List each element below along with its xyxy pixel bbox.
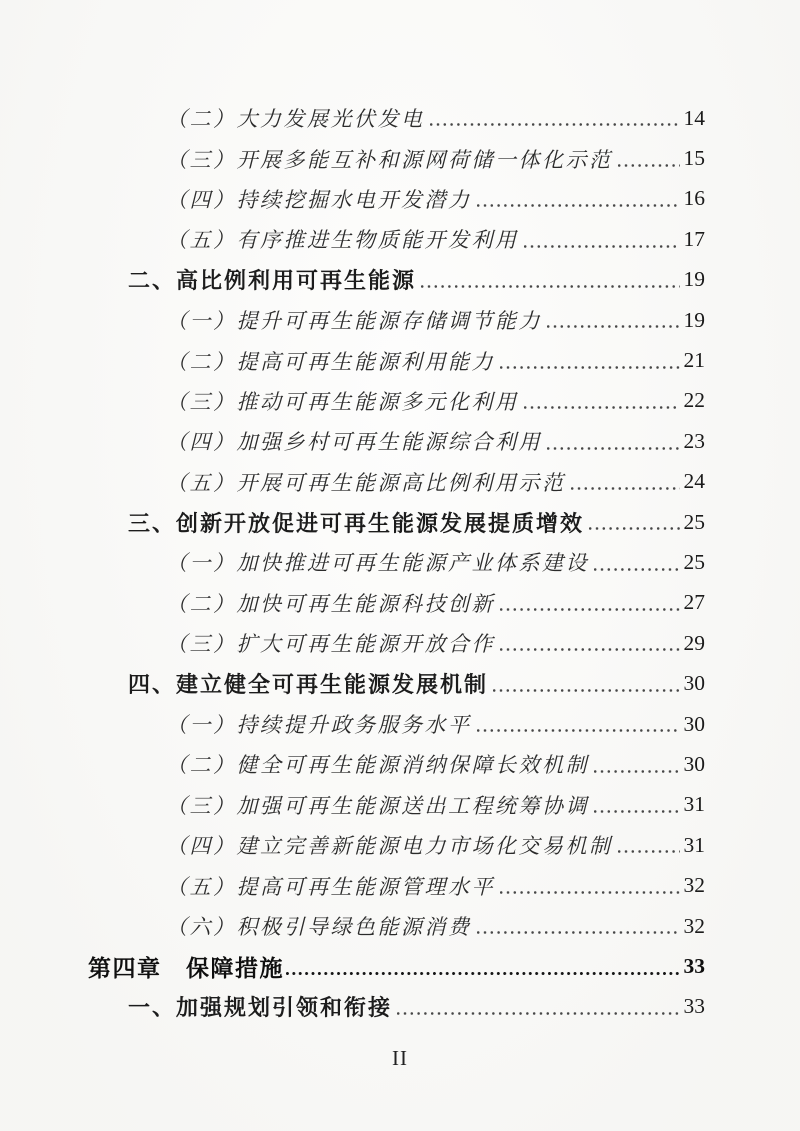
dot-leader: [594, 568, 680, 571]
toc-entry: [0, 502, 800, 542]
toc-entry-label: 四、建立健全可再生能源发展机制: [128, 672, 489, 698]
toc-entry-page-number: 31: [683, 792, 705, 817]
toc-entry-page-number: 19: [683, 307, 705, 332]
toc-entry: [0, 542, 800, 582]
toc-entry-label: （一）加快推进可再生能源产业体系建设: [166, 551, 589, 576]
toc-entry-page-number: 25: [683, 509, 705, 534]
toc-entry: [0, 583, 800, 623]
toc-entry-page-number: 31: [683, 832, 705, 857]
toc-entry: [0, 785, 800, 825]
toc-entry-label: （六）积极引导绿色能源消费: [166, 915, 472, 939]
dot-leader: [589, 527, 679, 530]
table-of-contents: [0, 98, 800, 1027]
toc-entry: [0, 340, 800, 380]
toc-entry-label: （五）开展可再生能源高比例利用示范: [166, 470, 566, 495]
toc-entry-label: （二）大力发展光伏发电: [166, 107, 425, 132]
toc-entry-page-number: 14: [683, 105, 705, 130]
toc-entry: [0, 906, 800, 946]
toc-entry: [0, 219, 800, 259]
toc-entry: [0, 421, 800, 461]
toc-entry-page-number: 16: [683, 186, 705, 211]
toc-entry-label: 一、加强规划引领和衔接: [128, 995, 393, 1021]
toc-entry: [0, 987, 800, 1027]
toc-entry-label: （一）持续提升政务服务水平: [166, 713, 472, 738]
page-footer: [0, 1046, 800, 1071]
toc-entry: [0, 704, 800, 744]
toc-entry: [0, 462, 800, 502]
toc-entry: [0, 260, 800, 300]
toc-entry-label: （三）推动可再生能源多元化利用: [166, 389, 519, 414]
toc-entry-page-number: 17: [683, 226, 705, 251]
dot-leader: [618, 164, 680, 167]
toc-entry: [0, 623, 800, 663]
toc-entry-label: （五）提高可再生能源管理水平: [166, 874, 495, 899]
toc-entry-label: 第四章 保障措施: [88, 954, 284, 981]
dot-leader: [524, 245, 680, 248]
toc-entry-label: （一）提升可再生能源存储调节能力: [166, 309, 542, 334]
toc-entry-label: （四）持续挖掘水电开发潜力: [166, 187, 472, 212]
toc-entry-label: 三、创新开放促进可再生能源发展提质增效: [128, 510, 585, 536]
toc-entry: [0, 865, 800, 905]
toc-entry: [0, 138, 800, 178]
toc-entry-label: （五）有序推进生物质能开发利用: [166, 228, 519, 253]
toc-entry-page-number: 29: [683, 630, 705, 655]
toc-entry: [0, 179, 800, 219]
dot-leader: [286, 972, 682, 975]
toc-entry-page-number: 32: [683, 873, 705, 898]
toc-entry: [0, 300, 800, 340]
dot-leader: [594, 810, 680, 813]
toc-entry-label: （三）开展多能互补和源网荷储一体化示范: [166, 147, 613, 172]
dot-leader: [477, 729, 680, 732]
toc-entry-label: （二）提高可再生能源利用能力: [166, 349, 495, 374]
toc-entry-page-number: 32: [683, 913, 705, 938]
dot-leader: [493, 689, 679, 692]
toc-entry-label: （四）加强乡村可再生能源综合利用: [166, 430, 542, 455]
dot-leader: [594, 770, 680, 773]
toc-entry-page-number: 30: [683, 711, 705, 736]
dot-leader: [547, 447, 680, 450]
toc-entry-page-number: 24: [683, 469, 705, 494]
page-number: II: [392, 1046, 408, 1070]
toc-entry-page-number: 33: [683, 994, 705, 1019]
toc-entry-label: 二、高比例利用可再生能源: [128, 268, 417, 294]
toc-entry-label: （二）加快可再生能源科技创新: [166, 591, 495, 616]
dot-leader: [500, 608, 680, 611]
toc-entry-label: （二）健全可再生能源消纳保障长效机制: [166, 753, 589, 778]
dot-leader: [500, 366, 680, 369]
dot-leader: [500, 648, 680, 651]
toc-entry-page-number: 30: [683, 751, 705, 776]
toc-entry-page-number: 25: [683, 549, 705, 574]
dot-leader: [477, 204, 680, 207]
toc-entry: [0, 744, 800, 784]
toc-entry-label: （三）加强可再生能源送出工程统筹协调: [166, 793, 589, 818]
dot-leader: [571, 487, 680, 490]
toc-entry-page-number: 27: [683, 590, 705, 615]
dot-leader: [421, 285, 679, 288]
toc-entry-page-number: 33: [683, 953, 705, 978]
toc-entry-label: （四）建立完善新能源电力市场化交易机制: [166, 834, 613, 859]
dot-leader: [500, 891, 680, 894]
dot-leader: [397, 1012, 679, 1015]
toc-entry-page-number: 21: [683, 348, 705, 373]
toc-entry: [0, 98, 800, 138]
toc-entry-label: （三）扩大可再生能源开放合作: [166, 632, 495, 657]
toc-entry: [0, 825, 800, 865]
toc-chapter-entry: [0, 946, 800, 986]
dot-leader: [430, 123, 680, 126]
toc-entry-page-number: 30: [683, 671, 705, 696]
dot-leader: [547, 325, 680, 328]
dot-leader: [618, 850, 680, 853]
dot-leader: [477, 931, 680, 934]
toc-entry: [0, 381, 800, 421]
toc-entry: [0, 663, 800, 703]
toc-entry-page-number: 23: [683, 428, 705, 453]
toc-entry-page-number: 22: [683, 388, 705, 413]
dot-leader: [524, 406, 680, 409]
toc-entry-page-number: 19: [683, 267, 705, 292]
toc-entry-page-number: 15: [683, 146, 705, 171]
